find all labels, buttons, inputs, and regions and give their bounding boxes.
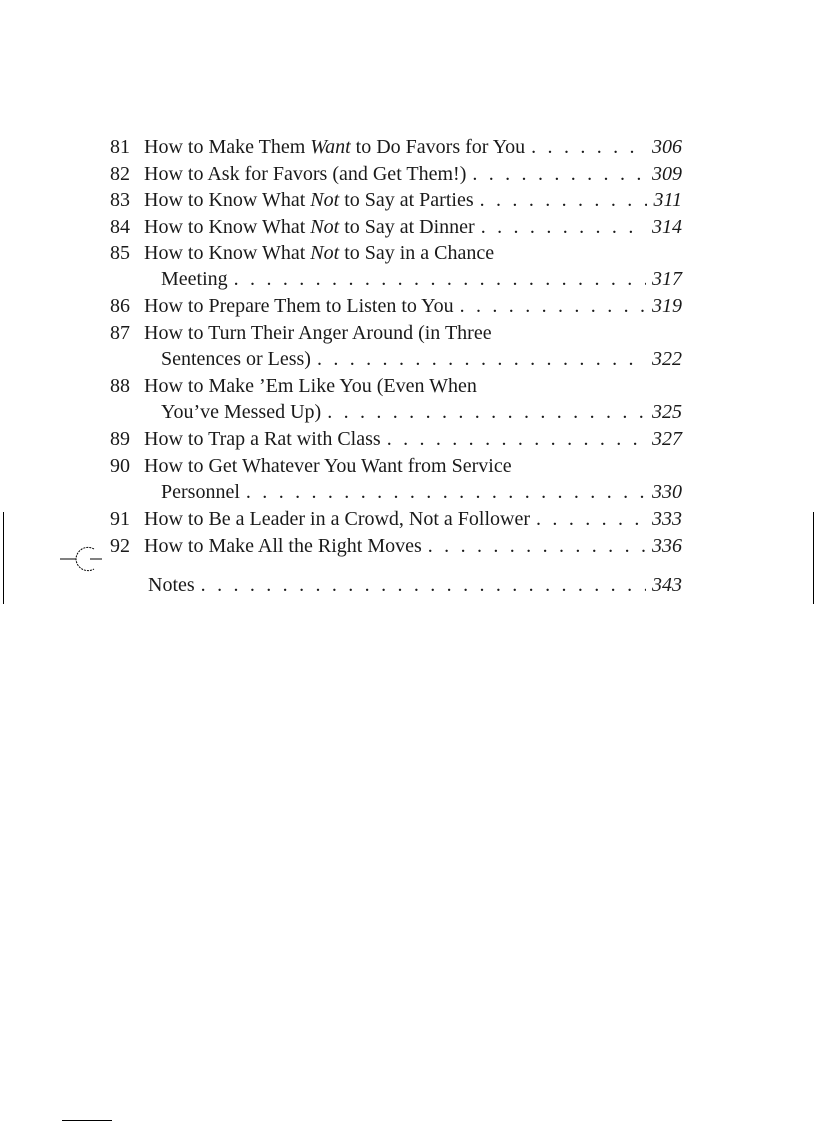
chapter-number: 83 — [110, 189, 130, 211]
chapter-number: 87 — [110, 322, 130, 344]
page-number: 336 — [652, 535, 682, 557]
dot-leader — [428, 533, 646, 559]
toc-line — [110, 240, 682, 266]
page-number: 319 — [652, 295, 682, 317]
dot-leader — [481, 214, 646, 240]
toc-entry-notes[interactable] — [110, 572, 682, 598]
chapter-title: How to Be a Leader in a Crowd, Not a Follower — [144, 508, 531, 530]
chapter-title: How to Know What Not to Say at Dinner — [144, 216, 475, 238]
toc-line — [110, 161, 682, 187]
page-number: 317 — [652, 268, 682, 290]
notes-label: Notes — [148, 574, 195, 596]
toc-line — [110, 572, 682, 598]
toc-entry[interactable] — [110, 293, 682, 319]
toc-line-continued — [110, 266, 682, 292]
dot-leader — [201, 572, 646, 598]
toc-entry[interactable] — [110, 506, 682, 532]
chapter-title: How to Make ’Em Like You (Even When — [144, 375, 477, 397]
dot-leader — [246, 479, 646, 505]
dot-leader — [460, 293, 646, 319]
toc-line — [110, 293, 682, 319]
toc-entry[interactable] — [110, 426, 682, 452]
page-number: 327 — [652, 428, 682, 450]
page-number: 333 — [652, 508, 682, 530]
dot-leader — [387, 426, 646, 452]
toc-entry[interactable] — [110, 453, 682, 505]
dot-leader — [536, 506, 646, 532]
toc-line — [110, 187, 682, 213]
toc-line — [110, 533, 682, 559]
chapter-title: How to Prepare Them to Listen to You — [144, 295, 454, 317]
chapter-title-continued: You’ve Messed Up) — [161, 401, 322, 423]
dot-leader — [480, 187, 648, 213]
toc-line — [110, 453, 682, 479]
chapter-number: 90 — [110, 455, 130, 477]
chapter-title-continued: Personnel — [161, 481, 240, 503]
chapter-title: How to Know What Not to Say in a Chance — [144, 242, 495, 264]
chapter-number: 81 — [110, 136, 130, 158]
chapter-title: How to Get Whatever You Want from Service — [144, 455, 512, 477]
chapter-number: 88 — [110, 375, 130, 397]
footer-rule — [62, 1120, 112, 1121]
toc-entry[interactable] — [110, 161, 682, 187]
toc-line — [110, 373, 682, 399]
chapter-number: 82 — [110, 163, 130, 185]
toc-line-continued — [110, 399, 682, 425]
chapter-title: How to Make Them Want to Do Favors for You — [144, 136, 526, 158]
dot-leader — [317, 346, 646, 372]
toc-line — [110, 214, 682, 240]
registration-mark-icon — [60, 544, 102, 574]
chapter-title-continued: Meeting — [161, 268, 228, 290]
chapter-number: 91 — [110, 508, 130, 530]
toc-entry[interactable] — [110, 214, 682, 240]
toc-entry[interactable] — [110, 240, 682, 292]
chapter-title: How to Ask for Favors (and Get Them!) — [144, 163, 467, 185]
page-number: 311 — [653, 189, 682, 211]
crop-mark-left — [3, 512, 4, 604]
toc-entry[interactable] — [110, 187, 682, 213]
toc-line-continued — [110, 346, 682, 372]
crop-mark-right — [813, 512, 814, 604]
toc-line — [110, 320, 682, 346]
chapter-title: How to Know What Not to Say at Parties — [144, 189, 474, 211]
chapter-title: How to Trap a Rat with Class — [144, 428, 381, 450]
page-number: 306 — [652, 136, 682, 158]
chapter-number: 86 — [110, 295, 130, 317]
toc-entry[interactable] — [110, 320, 682, 372]
page-number: 322 — [652, 348, 682, 370]
page-number: 343 — [652, 574, 682, 596]
chapter-number: 85 — [110, 242, 130, 264]
toc-entry[interactable] — [110, 533, 682, 559]
toc-entry[interactable] — [110, 373, 682, 425]
chapter-title-continued: Sentences or Less) — [161, 348, 311, 370]
dot-leader — [234, 266, 646, 292]
dot-leader — [531, 134, 646, 160]
page-number: 330 — [652, 481, 682, 503]
page-number: 314 — [652, 216, 682, 238]
toc-line — [110, 506, 682, 532]
page-number: 325 — [652, 401, 682, 423]
chapter-number: 92 — [110, 535, 130, 557]
dot-leader — [327, 399, 646, 425]
chapter-title: How to Make All the Right Moves — [144, 535, 422, 557]
chapter-number: 84 — [110, 216, 130, 238]
chapter-title: How to Turn Their Anger Around (in Three — [144, 322, 492, 344]
toc-entry[interactable] — [110, 134, 682, 160]
dot-leader — [472, 161, 646, 187]
page-number: 309 — [652, 163, 682, 185]
toc-line-continued — [110, 479, 682, 505]
toc-line — [110, 426, 682, 452]
chapter-number: 89 — [110, 428, 130, 450]
toc-line — [110, 134, 682, 160]
